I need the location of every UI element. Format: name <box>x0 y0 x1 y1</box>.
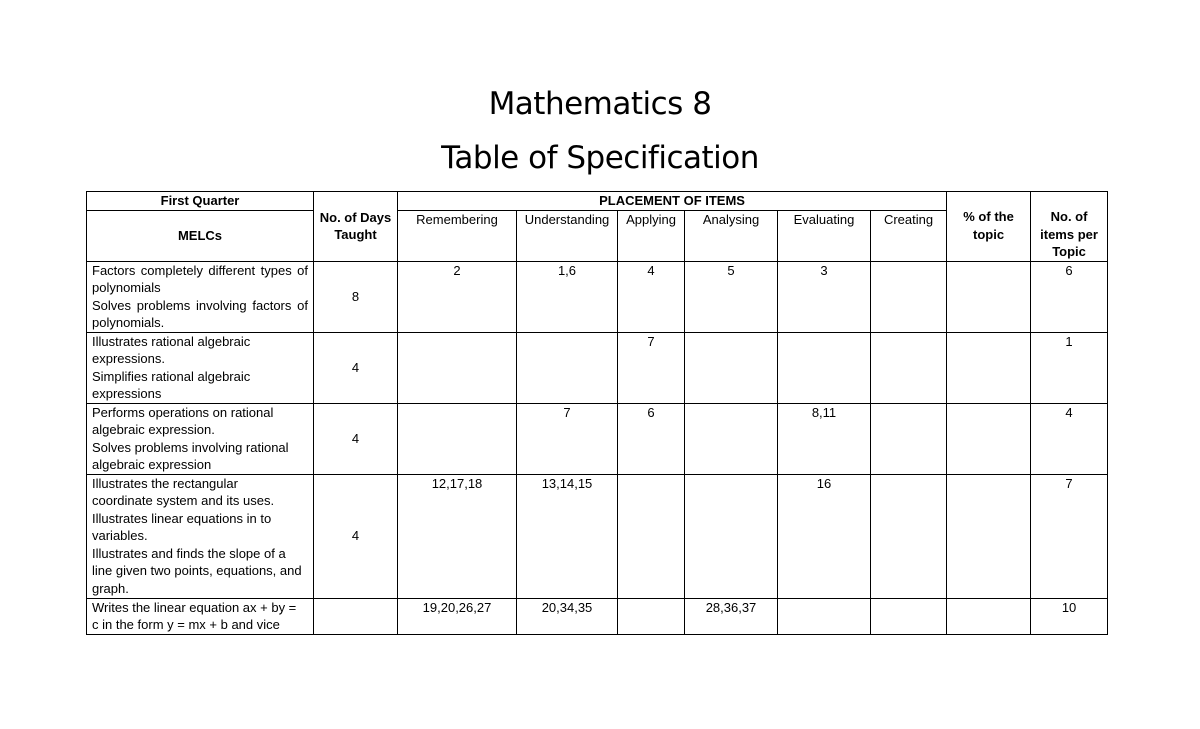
melc-line: polynomials <box>92 280 161 295</box>
level-header-evaluating: Evaluating <box>778 210 871 261</box>
evaluating-cell: 8,11 <box>778 403 871 474</box>
creating-cell <box>871 261 947 332</box>
melc-line: Simplifies rational algebraic <box>92 368 251 384</box>
level-header-applying: Applying <box>618 210 685 261</box>
percent-cell <box>947 598 1031 634</box>
understanding-cell: 13,14,15 <box>517 474 618 598</box>
melc-line: Illustrates linear equations in to <box>92 510 272 526</box>
creating-cell <box>871 474 947 598</box>
items-cell: 4 <box>1031 403 1108 474</box>
creating-cell <box>871 332 947 403</box>
items-header-line2: items per <box>1040 226 1098 242</box>
melc-line: graph. <box>92 580 129 596</box>
applying-cell <box>618 474 685 598</box>
evaluating-cell: 16 <box>778 474 871 598</box>
days-header <box>314 192 398 262</box>
remembering-cell: 12,17,18 <box>398 474 517 598</box>
evaluating-cell: 3 <box>778 261 871 332</box>
days-cell: 4 <box>314 403 398 474</box>
analysing-cell <box>685 403 778 474</box>
creating-cell <box>871 598 947 634</box>
placement-header: PLACEMENT OF ITEMS <box>398 192 947 211</box>
melc-cell <box>87 261 314 332</box>
melc-line: coordinate system and its uses. <box>92 493 275 508</box>
percent-cell <box>947 474 1031 598</box>
melc-line: algebraic expression <box>92 457 212 472</box>
creating-cell <box>871 403 947 474</box>
melc-line: Illustrates the rectangular <box>92 475 238 491</box>
analysing-cell <box>685 332 778 403</box>
remembering-cell: 2 <box>398 261 517 332</box>
applying-cell: 4 <box>618 261 685 332</box>
melc-line: polynomials. <box>92 315 165 330</box>
level-header-creating: Creating <box>871 210 947 261</box>
percent-header-line1: % of the <box>963 209 1014 224</box>
days-cell: 4 <box>314 474 398 598</box>
remembering-cell <box>398 403 517 474</box>
level-header-understanding: Understanding <box>517 210 618 261</box>
table-row <box>87 332 1108 403</box>
items-cell: 6 <box>1031 261 1108 332</box>
melc-line: Solves problems involving factors of <box>92 297 308 313</box>
melc-line: variables. <box>92 528 148 543</box>
items-cell: 1 <box>1031 332 1108 403</box>
percent-header-line2: topic <box>973 226 1005 242</box>
understanding-cell: 7 <box>517 403 618 474</box>
melc-cell <box>87 332 314 403</box>
melc-line: Writes the linear equation ax + by = <box>92 599 297 615</box>
table-row <box>87 403 1108 474</box>
level-header-analysing: Analysing <box>685 210 778 261</box>
days-cell: 4 <box>314 332 398 403</box>
understanding-cell: 20,34,35 <box>517 598 618 634</box>
analysing-cell <box>685 474 778 598</box>
days-cell: 8 <box>314 261 398 332</box>
percent-cell <box>947 332 1031 403</box>
melc-cell <box>87 598 314 634</box>
melc-line: expressions. <box>92 351 165 366</box>
melc-line: Illustrates and finds the slope of a <box>92 545 286 561</box>
understanding-cell: 1,6 <box>517 261 618 332</box>
melc-line: Factors completely different types of <box>92 262 308 278</box>
percent-header <box>947 192 1031 262</box>
evaluating-cell <box>778 598 871 634</box>
analysing-cell: 5 <box>685 261 778 332</box>
level-header-remembering: Remembering <box>398 210 517 261</box>
melc-line: line given two points, equations, and <box>92 563 302 578</box>
remembering-cell <box>398 332 517 403</box>
items-header <box>1031 192 1108 262</box>
items-header-line1: No. of <box>1050 209 1088 224</box>
applying-cell: 6 <box>618 403 685 474</box>
melc-line: c in the form y = mx + b and vice <box>92 617 280 632</box>
melc-line: expressions <box>92 386 162 401</box>
melc-line: Solves problems involving rational <box>92 439 289 455</box>
document-title: Mathematics 8 <box>488 86 712 122</box>
melc-line: algebraic expression. <box>92 422 215 437</box>
melc-line: Performs operations on rational <box>92 404 274 420</box>
items-header-line3: Topic <box>1052 244 1086 259</box>
applying-cell: 7 <box>618 332 685 403</box>
melc-cell <box>87 403 314 474</box>
applying-cell <box>618 598 685 634</box>
table-row <box>87 261 1108 332</box>
specification-table <box>86 191 1108 635</box>
table-row <box>87 474 1108 598</box>
remembering-cell: 19,20,26,27 <box>398 598 517 634</box>
document-subtitle: Table of Specification <box>441 140 759 176</box>
quarter-header: First Quarter <box>87 192 314 211</box>
percent-cell <box>947 261 1031 332</box>
days-header-line1: No. of Days <box>319 209 392 225</box>
melc-cell <box>87 474 314 598</box>
table-row <box>87 598 1108 634</box>
percent-cell <box>947 403 1031 474</box>
melc-line: Illustrates rational algebraic <box>92 333 251 349</box>
days-header-line2: Taught <box>334 227 377 243</box>
evaluating-cell <box>778 332 871 403</box>
analysing-cell: 28,36,37 <box>685 598 778 634</box>
understanding-cell <box>517 332 618 403</box>
melcs-header: MELCs <box>87 210 314 261</box>
items-cell: 7 <box>1031 474 1108 598</box>
days-cell <box>314 598 398 634</box>
items-cell: 10 <box>1031 598 1108 634</box>
